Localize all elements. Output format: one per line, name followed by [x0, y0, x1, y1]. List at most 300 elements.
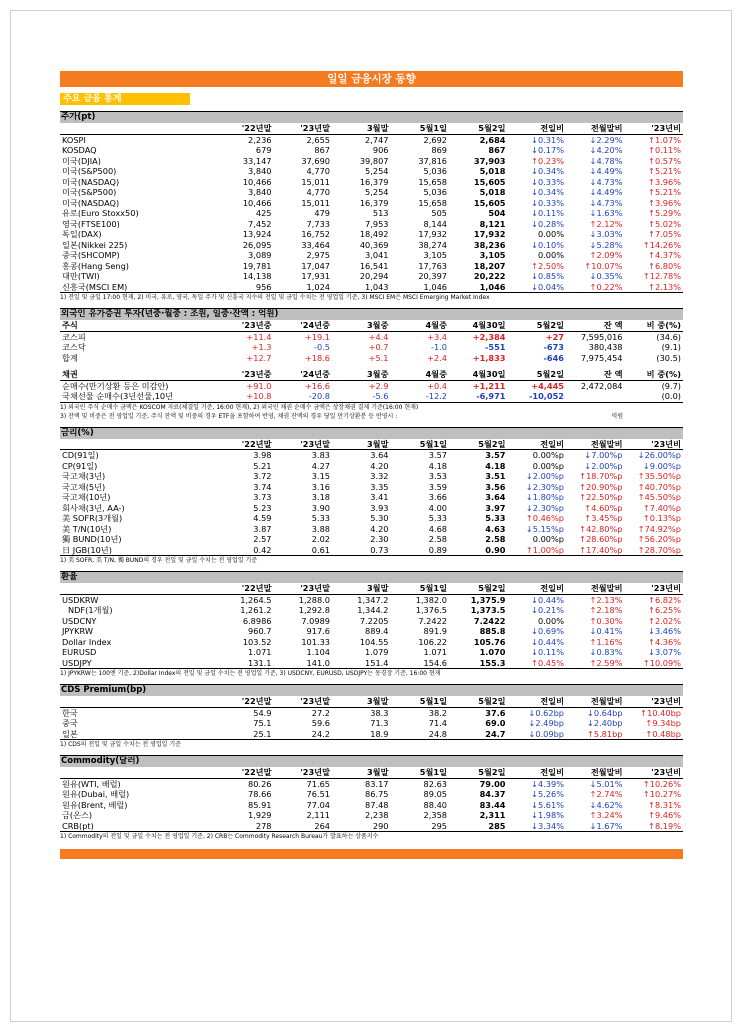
table-cell: 8,144	[423, 218, 447, 229]
table-cell: (9.1)	[661, 342, 681, 352]
table-row	[60, 380, 683, 391]
table-cell: ↓5.01%	[589, 778, 623, 789]
table-cell: 1,373.5	[470, 605, 506, 615]
column-header: 전일비	[508, 767, 567, 778]
table-cell: ↓3.34%	[531, 820, 564, 831]
row-label: 금(온스)	[62, 810, 93, 820]
table-cell: 1,375.9	[470, 594, 506, 605]
column-header: 전일비	[508, 696, 567, 707]
table-cell: +2,384	[472, 331, 506, 342]
table-cell: ↓4.49%	[589, 166, 623, 176]
table-cell: 18.9	[370, 728, 389, 739]
column-header-label: 채권	[60, 369, 215, 380]
row-label: 일본	[62, 728, 78, 739]
table-cell: 0.00%	[537, 250, 564, 260]
table-cell: 86.75	[365, 789, 389, 799]
table-cell: 20,222	[473, 271, 506, 281]
table-cell: ↑4.36%	[648, 636, 681, 647]
table-cell: 104.55	[359, 636, 389, 647]
table-cell: 3.35	[370, 481, 389, 492]
table-cell: 3,089	[248, 250, 272, 260]
table-cell: ↑0.46%p	[525, 513, 564, 523]
table-cell: 83.44	[479, 799, 506, 810]
table-cell: +18.6	[304, 352, 330, 363]
table-cell: 2.02	[311, 534, 330, 544]
table-cell: ↑3.45%p	[584, 513, 623, 523]
row-label: CD(91일)	[62, 450, 99, 460]
table-cell: 15,658	[418, 197, 447, 208]
table-row	[60, 331, 683, 342]
table-cell: 1,046	[423, 281, 447, 292]
table-cell: 504	[488, 208, 506, 218]
table-cell: 5,254	[365, 187, 389, 197]
table-cell: 0.73	[370, 544, 389, 555]
table-cell: 4.20	[370, 523, 389, 534]
table-row	[60, 450, 683, 461]
table-row	[60, 134, 683, 145]
table-cell: +12.7	[246, 352, 272, 363]
table-row	[60, 707, 683, 718]
table-cell: ↓4.39%	[531, 778, 564, 789]
table-cell: 3.59	[428, 481, 447, 492]
table-cell: ↑0.11%	[648, 145, 681, 155]
table-cell: 16,379	[359, 176, 389, 187]
table-cell: 37,690	[301, 155, 330, 166]
table-cell: 1.079	[365, 647, 389, 657]
table-cell: 15,605	[473, 197, 506, 208]
row-label: CRB(pt)	[62, 820, 94, 831]
table-cell: -12.2	[425, 391, 447, 401]
table-cell: 3,105	[479, 250, 506, 260]
table-cell: 4.59	[253, 513, 272, 523]
column-header: 비 중(%)	[625, 369, 684, 380]
table-cell: 0.89	[428, 544, 447, 555]
column-header: '23년비	[625, 123, 684, 134]
table-row	[60, 513, 683, 524]
column-header: 5월2일	[449, 767, 508, 778]
table-row	[60, 821, 683, 832]
column-header: '23년말	[274, 767, 333, 778]
table-cell: ↑17.40%p	[579, 544, 623, 555]
row-label: 신흥국(MSCI EM)	[62, 281, 128, 292]
table-cell: 10,466	[242, 176, 272, 187]
table-cell: 2,311	[479, 810, 506, 820]
table-cell: ↑14.26%	[642, 239, 681, 250]
foreign-bond-table	[60, 369, 683, 402]
table-cell: 7,452	[248, 218, 272, 229]
foreign-section	[60, 308, 683, 421]
table-cell: 71.4	[428, 718, 447, 728]
report-title: 일일 금융시장 동향	[60, 71, 683, 87]
table-cell: 141.0	[306, 657, 330, 668]
table-cell: +4,445	[531, 380, 564, 391]
column-header: 3월중	[332, 369, 391, 380]
table-cell: 7.0989	[301, 615, 330, 626]
table-cell: ↑0.23%	[531, 155, 564, 166]
table-cell: 2,747	[365, 134, 389, 145]
table-cell: ↑28.60%p	[579, 534, 623, 544]
table-cell: ↓3.07%	[648, 647, 681, 657]
table-cell: 106.22	[418, 636, 447, 647]
row-label: 합계	[62, 352, 78, 363]
column-header: '22년말	[215, 439, 274, 450]
table-cell: 2,692	[423, 134, 447, 145]
table-cell: 54.9	[253, 707, 272, 718]
row-label: 대만(TWI)	[62, 271, 100, 281]
stock-note: 1) 전일 및 금일 17:00 현재, 2) 미국, 유로, 영국, 독일 주가 및 신흥국 지수의 전일 및 금일 수치는 전 영업일 기준, 3) MSCI EM은 MSCI Emerging Market Index	[60, 292, 683, 302]
table-row	[60, 282, 683, 293]
table-cell: 1,043	[365, 281, 389, 292]
table-cell: 4,770	[306, 187, 330, 197]
column-header: '22년말	[215, 767, 274, 778]
table-cell: 2,975	[306, 250, 330, 260]
foreign-section-title: 외국인 유가증권 투자(년중·월중 : 조원, 일중·잔액 : 억원)	[60, 308, 683, 320]
table-cell: 38,274	[418, 239, 447, 250]
table-cell: 69.0	[485, 718, 506, 728]
table-cell: ↓0.10%	[531, 239, 564, 250]
table-cell: 0.00%	[537, 229, 564, 239]
table-cell: 71.3	[370, 718, 389, 728]
row-label: USDKRW	[62, 594, 99, 605]
table-row	[60, 219, 683, 230]
table-cell: ↑9.46%	[648, 810, 681, 820]
table-cell: 3.64	[370, 450, 389, 460]
table-cell: ↑2.13%	[589, 594, 623, 605]
rates-note: 1) 美 SOFR, 美 T/N, 獨 BUND의 경우 전일 및 금일 수치는 전 영업일 기준	[60, 555, 683, 565]
table-cell: ↑18.70%p	[579, 471, 623, 481]
table-cell: ↑8.19%	[648, 820, 681, 831]
column-header: 5월2일	[508, 369, 567, 380]
table-cell: 2.57	[253, 534, 272, 544]
table-cell: 679	[255, 145, 272, 155]
table-row	[60, 482, 683, 493]
table-row	[60, 353, 683, 364]
table-cell: 264	[314, 820, 330, 831]
table-cell: 0.00%p	[532, 460, 564, 471]
table-cell: 0.00%p	[532, 534, 564, 544]
table-cell: ↑1.07%	[648, 134, 681, 145]
table-cell: 479	[314, 208, 330, 218]
report-content	[60, 71, 683, 859]
column-header: '23년말	[274, 696, 333, 707]
table-cell: 5,254	[365, 166, 389, 176]
table-cell: ↑8.31%	[648, 799, 681, 810]
table-cell: 3.90	[311, 502, 330, 513]
table-cell: -5.6	[372, 391, 389, 401]
row-label: 코스닥	[62, 342, 86, 352]
table-cell: ↓4.73%	[589, 197, 623, 208]
table-cell: +10.8	[246, 391, 272, 401]
foreign-note-2-unit: 억원	[611, 412, 623, 420]
table-cell: 85.91	[248, 799, 272, 810]
table-cell: +11.4	[246, 331, 272, 342]
row-label: 회사채(3년, AA-)	[62, 502, 125, 513]
table-cell: +1.3	[251, 342, 272, 352]
table-row	[60, 524, 683, 535]
table-cell: ↑3.96%	[648, 197, 681, 208]
table-cell: ↑28.70%p	[637, 544, 681, 555]
table-cell: 290	[372, 820, 389, 831]
foreign-note-2-text: 3) 잔액 및 비중은 전 영업일 기준, 주식 잔액 및 비중의 경우 ETF을 포함하여 반영, 채권 잔액의 경우 당일 만기상환분 등 반영시 :	[60, 412, 398, 420]
table-cell: 4.18	[485, 460, 506, 471]
table-cell: ↓0.11%	[531, 647, 564, 657]
column-header: 5월2일	[449, 583, 508, 594]
table-cell: ↓5.28%	[589, 239, 623, 250]
table-cell: 3.74	[253, 481, 272, 492]
row-label: 국고채(3년)	[62, 471, 106, 481]
table-cell: 2,655	[306, 134, 330, 145]
column-header: 전월말비	[566, 123, 625, 134]
table-cell: ↑3.24%	[589, 810, 623, 820]
row-label: KOSPI	[62, 134, 86, 145]
table-cell: 4.18	[428, 460, 447, 471]
table-row	[60, 647, 683, 658]
foreign-stock-header-row	[60, 320, 683, 331]
table-cell: 24.2	[311, 728, 330, 739]
table-cell: ↓0.62bp	[528, 707, 564, 718]
table-cell: 867	[314, 145, 330, 155]
table-cell: 3.15	[311, 471, 330, 481]
table-cell: 2.58	[428, 534, 447, 544]
table-cell: 0.42	[253, 544, 272, 555]
row-label: JPYKRW	[62, 626, 93, 636]
table-cell: 15,011	[301, 176, 330, 187]
table-cell: +1,211	[472, 380, 506, 391]
table-cell: +2.9	[368, 380, 389, 391]
table-row	[60, 637, 683, 648]
row-label: 美 T/N(10년)	[62, 523, 112, 534]
table-row	[60, 810, 683, 821]
table-cell: ↓7.00%p	[584, 450, 623, 460]
table-row	[60, 729, 683, 740]
column-header: 5월1일	[391, 696, 450, 707]
column-header: 5월2일	[449, 696, 508, 707]
table-cell: ↑6.25%	[648, 605, 681, 615]
rates-table	[60, 439, 683, 556]
table-cell: ↓5.15%p	[525, 523, 564, 534]
table-cell: ↓4.78%	[589, 155, 623, 166]
stock-section-title: 주가(pt)	[60, 111, 683, 123]
table-cell: 3.57	[428, 450, 447, 460]
table-cell: 4.20	[370, 460, 389, 471]
column-header: 5월2일	[449, 123, 508, 134]
table-cell: 1,264.5	[240, 594, 272, 605]
foreign-note-1: 1) 외국인 주식 순매수 금액은 KOSCOM 자료(체결일 기준, 16:00 현재), 2) 외국인 채권 순매수 금액은 상장채권 결제 기준(16:00 현재)	[60, 402, 683, 412]
table-cell: 79.00	[479, 778, 506, 789]
table-cell: 40,369	[359, 239, 389, 250]
table-cell: 513	[372, 208, 389, 218]
table-cell: 3,840	[248, 166, 272, 176]
table-row	[60, 208, 683, 219]
column-header: 5월1일	[391, 767, 450, 778]
column-header: 잔 액	[566, 369, 625, 380]
table-cell: ↓0.34%	[531, 166, 564, 176]
table-cell: 16,379	[359, 197, 389, 208]
table-cell: ↓1.98%	[531, 810, 564, 820]
table-cell: 425	[255, 208, 272, 218]
table-cell: ↑2.59%	[589, 657, 623, 668]
table-cell: ↓1.80%p	[525, 492, 564, 502]
table-row	[60, 177, 683, 188]
table-cell: 4.63	[485, 523, 506, 534]
table-cell: 3,041	[365, 250, 389, 260]
table-cell: 13,924	[242, 229, 272, 239]
table-cell: 3.66	[428, 492, 447, 502]
table-cell: 8,121	[479, 218, 506, 229]
table-cell: ↑74.92%p	[637, 523, 681, 534]
table-cell: 20,397	[418, 271, 447, 281]
table-cell: ↑20.90%p	[579, 481, 623, 492]
table-cell: +0.7	[368, 342, 389, 352]
table-cell: 3.32	[370, 471, 389, 481]
table-row	[60, 778, 683, 789]
table-cell: 19,781	[242, 260, 272, 271]
row-label: 순매수(만기상환 등은 미감안)	[62, 380, 169, 391]
row-label: 중국(SHCOMP)	[62, 250, 120, 260]
table-cell: 1,024	[306, 281, 330, 292]
table-cell: 869	[431, 145, 447, 155]
row-label: 미국(S&P500)	[62, 187, 117, 197]
row-label: 원유(Brent, 배럴)	[62, 799, 128, 810]
table-cell: 7.2422	[473, 615, 506, 626]
table-cell: 960.7	[248, 626, 272, 636]
table-cell: 1,344.2	[357, 605, 389, 615]
column-header: '23년말	[274, 123, 333, 134]
table-cell: 2,236	[248, 134, 272, 145]
table-cell: ↓0.31%	[531, 134, 564, 145]
table-cell: 17,931	[301, 271, 330, 281]
table-cell: 3.72	[253, 471, 272, 481]
table-cell: 505	[431, 208, 447, 218]
row-label: 미국(DJIA)	[62, 155, 101, 166]
cds-section	[60, 684, 683, 749]
table-cell: ↓2.29%	[589, 134, 623, 145]
row-label: EURUSD	[62, 647, 97, 657]
table-cell: 24.7	[485, 728, 506, 739]
table-row	[60, 718, 683, 729]
column-header: '23년비	[625, 439, 684, 450]
table-cell: (9.7)	[661, 380, 681, 391]
table-cell: 2.58	[485, 534, 506, 544]
row-label: 코스피	[62, 331, 86, 342]
table-cell: 5.30	[370, 513, 389, 523]
table-cell: 3.18	[311, 492, 330, 502]
fx-section	[60, 571, 683, 678]
column-header: 3월말	[332, 767, 391, 778]
table-cell: 2,684	[479, 134, 506, 145]
cds-header-row	[60, 696, 683, 707]
table-cell: 83.17	[365, 778, 389, 789]
table-cell: ↓1.67%	[589, 820, 623, 831]
table-cell: ↑2.09%	[589, 250, 623, 260]
table-cell: 17,932	[418, 229, 447, 239]
table-cell: ↑4.60%p	[584, 502, 623, 513]
table-cell: 1,347.2	[357, 594, 389, 605]
row-label: CP(91일)	[62, 460, 98, 471]
table-cell: 295	[431, 820, 447, 831]
table-cell: -10,052	[529, 391, 564, 401]
column-header: 전월말비	[566, 767, 625, 778]
table-cell: 15,011	[301, 197, 330, 208]
fx-note: 1) JPYKRW는 100엔 기준, 2)Dollar Index의 전일 및 금일 수치는 전 영업일 기준, 3) USDCNY, EURUSD, USDJPY는 동경장 기준, 16:00 현재	[60, 668, 683, 678]
column-header: 전일비	[508, 439, 567, 450]
row-label: 한국	[62, 707, 78, 718]
column-header: '23년중	[215, 320, 274, 331]
table-cell: 39,807	[359, 155, 389, 166]
column-header: 잔 액	[566, 320, 625, 331]
table-cell: 4.00	[428, 502, 447, 513]
row-label: 독일(DAX)	[62, 229, 102, 239]
cds-table	[60, 696, 683, 739]
table-cell: 6.8986	[242, 615, 272, 626]
table-cell: 15,605	[473, 176, 506, 187]
table-cell: -6,971	[476, 391, 506, 401]
row-label: 일본(Nikkei 225)	[62, 239, 128, 250]
table-cell: ↑7.05%	[648, 229, 681, 239]
row-label: 국고채(10년)	[62, 492, 111, 502]
table-cell: 3.87	[253, 523, 272, 534]
table-cell: ↓0.21%	[531, 605, 564, 615]
table-cell: ↓2.40bp	[587, 718, 623, 728]
table-cell: 5,018	[479, 187, 506, 197]
table-cell: ↓4.49%	[589, 187, 623, 197]
table-cell: 26,095	[242, 239, 272, 250]
table-cell: 76.51	[306, 789, 330, 799]
table-cell: 4,770	[306, 166, 330, 176]
table-row	[60, 156, 683, 167]
table-row	[60, 471, 683, 482]
table-cell: ↑6.82%	[648, 594, 681, 605]
table-cell: ↓1.63%	[589, 208, 623, 218]
table-cell: 3.53	[428, 471, 447, 481]
table-row	[60, 545, 683, 556]
table-cell: ↑2.18%	[589, 605, 623, 615]
table-cell: 3.83	[311, 450, 330, 460]
row-label: 원유(Dubai, 배럴)	[62, 789, 130, 799]
table-cell: ↑5.02%	[648, 218, 681, 229]
table-cell: 380,438	[588, 342, 623, 352]
table-cell: ↓2.30%p	[525, 502, 564, 513]
table-row	[60, 145, 683, 156]
column-header: 5월1일	[391, 123, 450, 134]
table-cell: 89.05	[423, 789, 447, 799]
table-cell: ↓0.44%	[531, 636, 564, 647]
table-cell: 7.2422	[418, 615, 447, 626]
table-cell: ↓0.17%	[531, 145, 564, 155]
table-cell: +16.6	[304, 380, 330, 391]
row-label: 獨 BUND(10년)	[62, 534, 122, 544]
table-cell: 0.90	[485, 544, 506, 555]
table-cell: ↓0.69%	[531, 626, 564, 636]
table-cell: 0.00%	[537, 615, 564, 626]
table-cell: ↓0.35%	[589, 271, 623, 281]
column-header: 3월말	[332, 439, 391, 450]
table-cell: 75.1	[253, 718, 272, 728]
table-row	[60, 605, 683, 616]
table-cell: ↑2.74%	[589, 789, 623, 799]
table-cell: ↑0.48bp	[645, 728, 681, 739]
table-cell: ↓0.09bp	[528, 728, 564, 739]
table-cell: -0.5	[314, 342, 330, 352]
table-row	[60, 492, 683, 503]
table-cell: 82.63	[423, 778, 447, 789]
table-cell: 16,752	[301, 229, 330, 239]
table-cell: 956	[255, 281, 272, 292]
table-cell: ↓0.28%	[531, 218, 564, 229]
table-cell: +0.4	[427, 380, 447, 391]
table-cell: 906	[372, 145, 389, 155]
table-cell: 37,816	[418, 155, 447, 166]
